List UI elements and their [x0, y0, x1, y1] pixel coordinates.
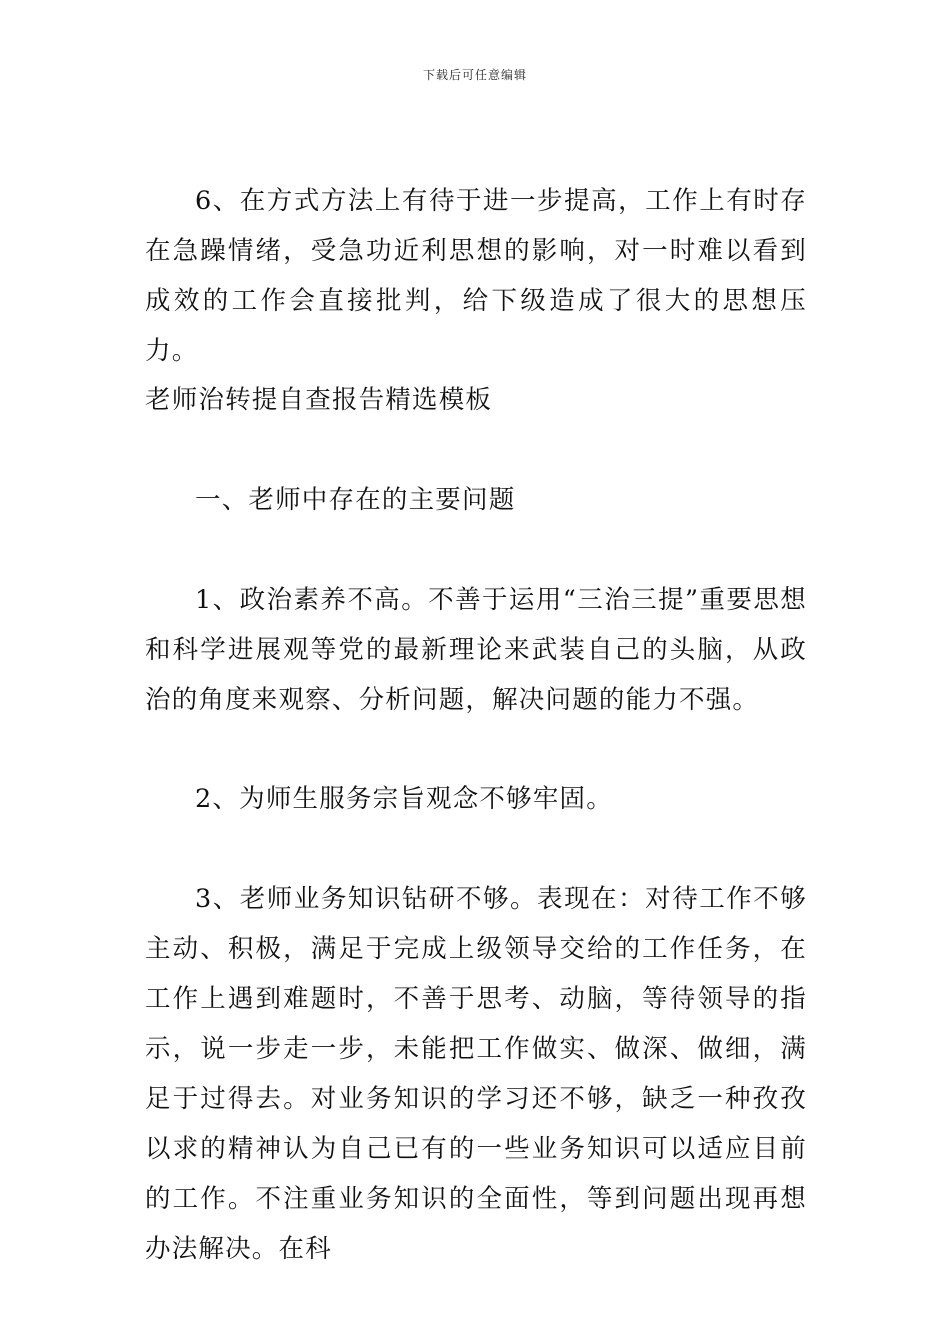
paragraph-item-6: 6、在方式方法上有待于进一步提高，工作上有时存在急躁情绪，受急功近利思想的影响，对一时难以看到成效的工作会直接批判，给下级造成了很大的思想压力。: [145, 186, 807, 366]
paragraph-item-2: 2、为师生服务宗旨观念不够牢固。: [195, 784, 613, 814]
header-note: 下载后可任意编辑: [422, 68, 527, 82]
paragraph-item-1: 1、政治素养不高。不善于运用“三治三提”重要思想和科学进展观等党的最新理论来武装自己的头脑，从政治的角度来观察、分析问题，解决问题的能力不强。: [145, 585, 807, 715]
paragraph-item-3: 3、老师业务知识钻研不够。表现在：对待工作不够主动、积极，满足于完成上级领导交给的工作任务，在工作上遇到难题时，不善于思考、动脑，等待领导的指示，说一步走一步，未能把工作做实、做深、做细，满足于过得去。对业务知识的学习还不够，缺乏一种孜孜以求的精神认为自己已有的一些业务知识可以适应目前的工作。不注重业务知识的全面性，等到问题出现再想办法解决。在科: [145, 884, 807, 1264]
document-title: 老师治转提自查报告精选模板: [145, 385, 493, 415]
section-heading: 一、老师中存在的主要问题: [195, 485, 516, 515]
document-body: [145, 176, 807, 1274]
